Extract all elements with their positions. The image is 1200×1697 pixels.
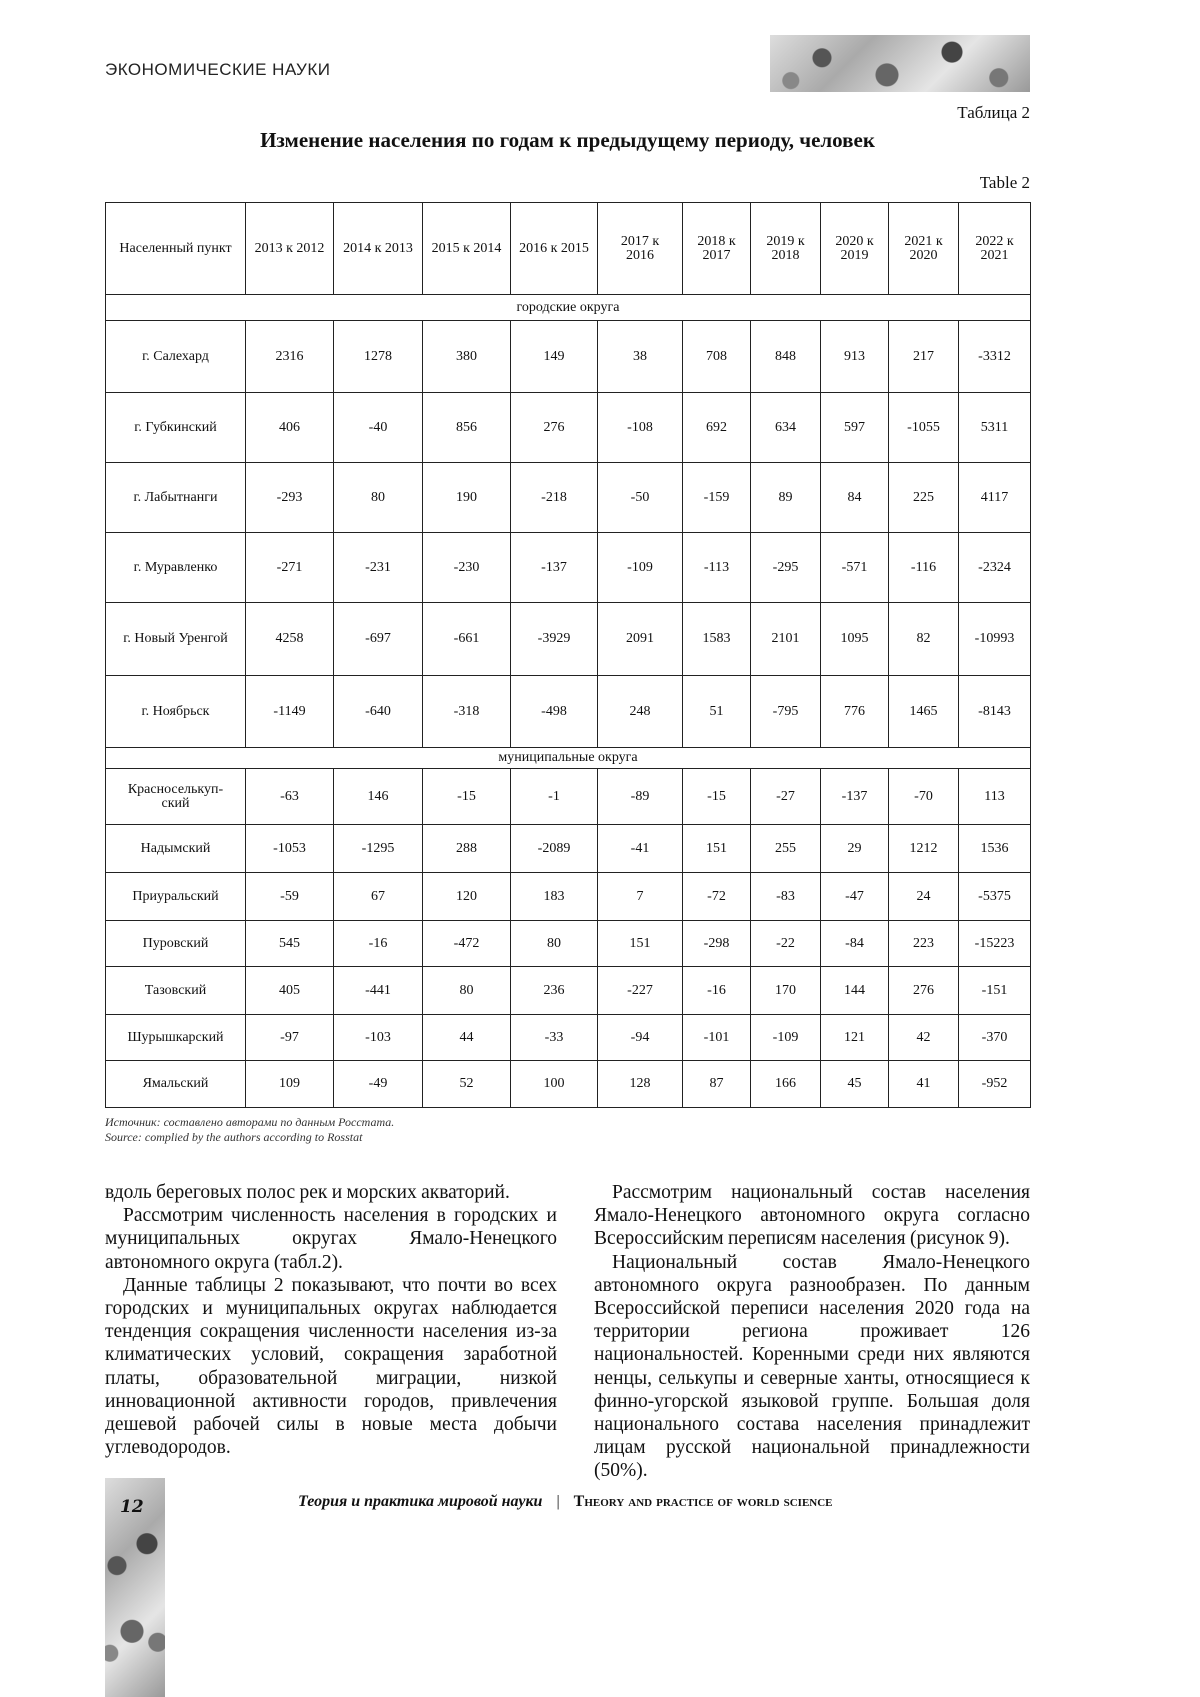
value-cell: -22 — [751, 921, 821, 967]
value-cell: -218 — [511, 463, 598, 533]
value-cell: -41 — [598, 825, 683, 873]
value-cell: -227 — [598, 967, 683, 1015]
table-row — [106, 676, 1031, 748]
table-row — [106, 873, 1031, 921]
column-header: 2013 к 2012 — [246, 203, 334, 295]
value-cell: -1 — [511, 769, 598, 825]
body-column-left — [105, 1181, 557, 1483]
value-cell: -697 — [334, 603, 423, 676]
value-cell: 708 — [683, 321, 751, 393]
value-cell: 42 — [889, 1015, 959, 1061]
value-cell: 225 — [889, 463, 959, 533]
value-cell: 776 — [821, 676, 889, 748]
value-cell: 1583 — [683, 603, 751, 676]
value-cell: 100 — [511, 1061, 598, 1108]
value-cell: -1295 — [334, 825, 423, 873]
table-source — [105, 1115, 1030, 1145]
table-row — [106, 1015, 1031, 1061]
value-cell: 545 — [246, 921, 334, 967]
population-change-table — [105, 202, 1031, 1108]
value-cell: 128 — [598, 1061, 683, 1108]
table-row — [106, 533, 1031, 603]
value-cell: -10993 — [959, 603, 1031, 676]
table-row — [106, 769, 1031, 825]
value-cell: -97 — [246, 1015, 334, 1061]
value-cell: 120 — [423, 873, 511, 921]
value-cell: -293 — [246, 463, 334, 533]
value-cell: 109 — [246, 1061, 334, 1108]
section-header: ЭКОНОМИЧЕСКИЕ НАУКИ — [105, 60, 330, 80]
value-cell: -159 — [683, 463, 751, 533]
table-row — [106, 825, 1031, 873]
value-cell: 121 — [821, 1015, 889, 1061]
value-cell: 7 — [598, 873, 683, 921]
value-cell: 1465 — [889, 676, 959, 748]
column-header: 2021 к 2020 — [889, 203, 959, 295]
value-cell: 236 — [511, 967, 598, 1015]
paragraph: вдоль береговых полос рек и морских акваторий. — [105, 1181, 557, 1204]
value-cell: -231 — [334, 533, 423, 603]
document-page — [0, 0, 1200, 1697]
value-cell: -1055 — [889, 393, 959, 463]
value-cell: -15 — [423, 769, 511, 825]
table-number-en: Table 2 — [980, 173, 1030, 193]
value-cell: -109 — [598, 533, 683, 603]
value-cell: -113 — [683, 533, 751, 603]
paragraph: Рассмотрим национальный состав населения Ямало-Ненецкого автономного округа согласно Всероссийским переписям населения (рисунок 9). — [594, 1181, 1030, 1251]
value-cell: 1095 — [821, 603, 889, 676]
value-cell: 2316 — [246, 321, 334, 393]
paragraph: Данные таблицы 2 показывают, что почти во всех городских и муниципальных округах наблюдается тенденция сокращения численности населения из-за климатических условий, сокращения заработной платы, образовательной миграции, низкой инновационной активности городов, привлечения дешевой рабочей силы в новые места добычи углеводородов. — [105, 1274, 557, 1460]
locality-cell: Пуровский — [106, 921, 246, 967]
value-cell: -137 — [511, 533, 598, 603]
value-cell: 1536 — [959, 825, 1031, 873]
locality-cell: г. Новый Уренгой — [106, 603, 246, 676]
column-header: 2014 к 2013 — [334, 203, 423, 295]
value-cell: -49 — [334, 1061, 423, 1108]
value-cell: -2324 — [959, 533, 1031, 603]
table-row — [106, 393, 1031, 463]
value-cell: 183 — [511, 873, 598, 921]
value-cell: -16 — [334, 921, 423, 967]
value-cell: 170 — [751, 967, 821, 1015]
column-header: 2015 к 2014 — [423, 203, 511, 295]
value-cell: 82 — [889, 603, 959, 676]
value-cell: -70 — [889, 769, 959, 825]
value-cell: 45 — [821, 1061, 889, 1108]
value-cell: -271 — [246, 533, 334, 603]
value-cell: -295 — [751, 533, 821, 603]
value-cell: -84 — [821, 921, 889, 967]
value-cell: 276 — [889, 967, 959, 1015]
journal-title-ru: Теория и практика мировой науки — [298, 1493, 542, 1510]
table-row — [106, 1061, 1031, 1108]
body-column-right — [594, 1181, 1030, 1483]
source-en: Source: complied by the authors according to Rosstat — [105, 1130, 1030, 1145]
value-cell: -230 — [423, 533, 511, 603]
group-label: муниципальные округа — [106, 748, 1031, 769]
value-cell: 151 — [683, 825, 751, 873]
value-cell: -318 — [423, 676, 511, 748]
value-cell: 288 — [423, 825, 511, 873]
value-cell: 80 — [423, 967, 511, 1015]
value-cell: -89 — [598, 769, 683, 825]
locality-cell: г. Муравленко — [106, 533, 246, 603]
page-number: 12 — [120, 1497, 144, 1517]
table-title: Изменение населения по годам к предыдущему периоду, человек — [0, 128, 1135, 153]
table-header-row — [106, 203, 1031, 295]
value-cell: -72 — [683, 873, 751, 921]
column-header: 2016 к 2015 — [511, 203, 598, 295]
value-cell: -3312 — [959, 321, 1031, 393]
table-number: Таблица 2 — [957, 103, 1030, 123]
value-cell: -640 — [334, 676, 423, 748]
column-header: 2018 к 2017 — [683, 203, 751, 295]
value-cell: 151 — [598, 921, 683, 967]
value-cell: 405 — [246, 967, 334, 1015]
value-cell: 1278 — [334, 321, 423, 393]
value-cell: -27 — [751, 769, 821, 825]
locality-cell: Шурышкарский — [106, 1015, 246, 1061]
body-columns — [105, 1181, 1030, 1483]
value-cell: -8143 — [959, 676, 1031, 748]
value-cell: 913 — [821, 321, 889, 393]
table-row — [106, 603, 1031, 676]
value-cell: -3929 — [511, 603, 598, 676]
value-cell: -40 — [334, 393, 423, 463]
column-header: 2017 к 2016 — [598, 203, 683, 295]
locality-cell: г. Губкинский — [106, 393, 246, 463]
value-cell: -1053 — [246, 825, 334, 873]
value-cell: 2091 — [598, 603, 683, 676]
value-cell: -15223 — [959, 921, 1031, 967]
value-cell: -15 — [683, 769, 751, 825]
value-cell: 80 — [334, 463, 423, 533]
value-cell: 848 — [751, 321, 821, 393]
journal-title-en: Theory and practice of world science — [574, 1493, 833, 1510]
value-cell: 51 — [683, 676, 751, 748]
group-row — [106, 748, 1031, 769]
locality-cell: Ямальский — [106, 1061, 246, 1108]
table-row — [106, 463, 1031, 533]
value-cell: -16 — [683, 967, 751, 1015]
value-cell: 44 — [423, 1015, 511, 1061]
column-header: 2020 к 2019 — [821, 203, 889, 295]
value-cell: -2089 — [511, 825, 598, 873]
value-cell: -137 — [821, 769, 889, 825]
value-cell: 276 — [511, 393, 598, 463]
value-cell: 29 — [821, 825, 889, 873]
value-cell: 5311 — [959, 393, 1031, 463]
locality-cell: г. Лабытнанги — [106, 463, 246, 533]
molecule-decoration-image — [770, 35, 1030, 92]
value-cell: 84 — [821, 463, 889, 533]
value-cell: 80 — [511, 921, 598, 967]
table-row — [106, 321, 1031, 393]
value-cell: 597 — [821, 393, 889, 463]
value-cell: 67 — [334, 873, 423, 921]
value-cell: 4117 — [959, 463, 1031, 533]
value-cell: -116 — [889, 533, 959, 603]
column-header: 2019 к 2018 — [751, 203, 821, 295]
value-cell: 24 — [889, 873, 959, 921]
value-cell: -795 — [751, 676, 821, 748]
value-cell: -33 — [511, 1015, 598, 1061]
content-flow — [105, 202, 1030, 1517]
value-cell: 217 — [889, 321, 959, 393]
value-cell: 52 — [423, 1061, 511, 1108]
value-cell: 87 — [683, 1061, 751, 1108]
value-cell: -5375 — [959, 873, 1031, 921]
value-cell: -441 — [334, 967, 423, 1015]
value-cell: -109 — [751, 1015, 821, 1061]
value-cell: -94 — [598, 1015, 683, 1061]
locality-cell: Тазовский — [106, 967, 246, 1015]
value-cell: -472 — [423, 921, 511, 967]
value-cell: 223 — [889, 921, 959, 967]
group-label: городские округа — [106, 295, 1031, 321]
paragraph: Рассмотрим численность населения в городских и муниципальных округах Ямало-Ненецкого автономного округа (табл.2). — [105, 1204, 557, 1274]
locality-cell: Надымский — [106, 825, 246, 873]
locality-cell: Красноселькуп-ский — [106, 769, 246, 825]
journal-footer — [298, 1493, 833, 1511]
value-cell: 1212 — [889, 825, 959, 873]
value-cell: 113 — [959, 769, 1031, 825]
value-cell: 146 — [334, 769, 423, 825]
value-cell: -108 — [598, 393, 683, 463]
table-row — [106, 921, 1031, 967]
group-row — [106, 295, 1031, 321]
value-cell: -47 — [821, 873, 889, 921]
value-cell: -50 — [598, 463, 683, 533]
value-cell: 406 — [246, 393, 334, 463]
value-cell: -101 — [683, 1015, 751, 1061]
value-cell: 692 — [683, 393, 751, 463]
value-cell: 380 — [423, 321, 511, 393]
value-cell: -498 — [511, 676, 598, 748]
value-cell: -370 — [959, 1015, 1031, 1061]
value-cell: 255 — [751, 825, 821, 873]
value-cell: -103 — [334, 1015, 423, 1061]
value-cell: 4258 — [246, 603, 334, 676]
value-cell: 166 — [751, 1061, 821, 1108]
value-cell: -83 — [751, 873, 821, 921]
value-cell: 634 — [751, 393, 821, 463]
value-cell: -661 — [423, 603, 511, 676]
value-cell: -59 — [246, 873, 334, 921]
column-header: 2022 к 2021 — [959, 203, 1031, 295]
source-ru: Источник: составлено авторами по данным Росстата. — [105, 1115, 1030, 1130]
value-cell: 856 — [423, 393, 511, 463]
value-cell: 149 — [511, 321, 598, 393]
value-cell: -571 — [821, 533, 889, 603]
value-cell: -151 — [959, 967, 1031, 1015]
value-cell: 144 — [821, 967, 889, 1015]
column-header: Населенный пункт — [106, 203, 246, 295]
value-cell: 41 — [889, 1061, 959, 1108]
value-cell: -63 — [246, 769, 334, 825]
paragraph: Национальный состав Ямало-Ненецкого автономного округа разнообразен. По данным Всероссийской переписи населения 2020 года на территории региона проживает 126 национальностей. Коренными среди них являются ненцы, селькупы и северные ханты, относящиеся к финно-угорской языковой группе. Большая доля национального состава населения принадлежит лицам русской национальной принадлежности (50%). — [594, 1251, 1030, 1483]
value-cell: -952 — [959, 1061, 1031, 1108]
value-cell: -1149 — [246, 676, 334, 748]
locality-cell: г. Ноябрьск — [106, 676, 246, 748]
value-cell: 248 — [598, 676, 683, 748]
value-cell: 89 — [751, 463, 821, 533]
value-cell: 38 — [598, 321, 683, 393]
footer-separator: | — [556, 1493, 559, 1510]
value-cell: 2101 — [751, 603, 821, 676]
table-row — [106, 967, 1031, 1015]
value-cell: 190 — [423, 463, 511, 533]
locality-cell: г. Салехард — [106, 321, 246, 393]
value-cell: -298 — [683, 921, 751, 967]
footer-row — [105, 1493, 1030, 1517]
locality-cell: Приуральский — [106, 873, 246, 921]
